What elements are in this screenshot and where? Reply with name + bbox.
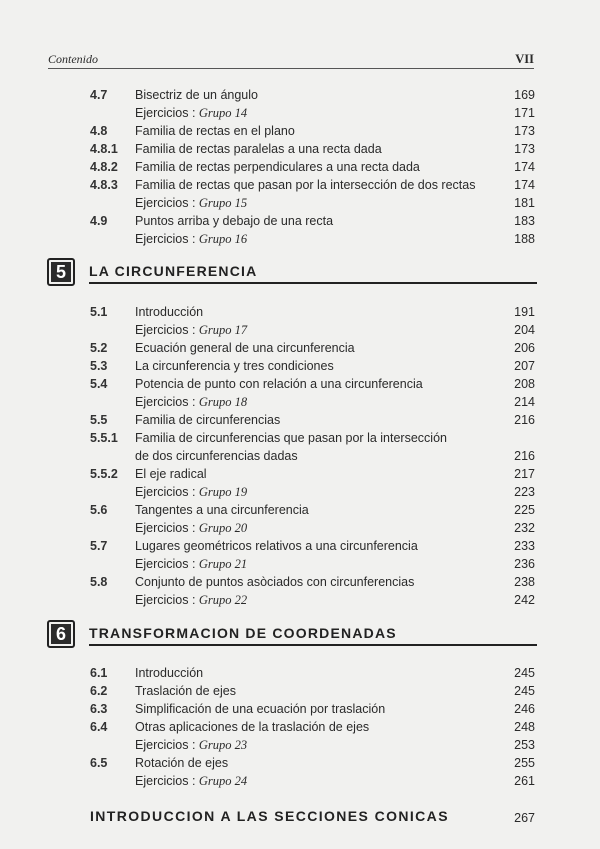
entry-page-number: 188 — [514, 232, 535, 246]
entry-page-number: 236 — [514, 557, 535, 571]
entry-number: 5.5 — [90, 413, 108, 427]
entry-title: Lugares geométricos relativos a una circunferencia — [135, 539, 418, 553]
entry-number: 6.3 — [90, 702, 108, 716]
exercises-label: Ejercicios : — [135, 774, 199, 788]
toc-exercises-row — [0, 194, 600, 212]
chapter-rule — [89, 282, 537, 284]
entry-title: La circunferencia y tres condiciones — [135, 359, 334, 373]
toc-exercises-row — [0, 321, 600, 339]
entry-page-number: 217 — [514, 467, 535, 481]
toc-block-chapter6 — [0, 664, 600, 790]
toc-entry — [0, 501, 600, 519]
toc-exercises-row — [0, 555, 600, 573]
toc-entry — [0, 718, 600, 736]
running-header-section: Contenido — [48, 52, 98, 66]
entry-page-number: 191 — [514, 305, 535, 319]
entry-title: Familia de circunferencias que pasan por la intersección — [135, 431, 447, 445]
final-section-heading — [90, 808, 535, 828]
entry-title — [135, 772, 247, 790]
entry-number: 5.7 — [90, 539, 108, 553]
chapter-number-badge — [47, 258, 75, 286]
entry-title — [135, 555, 247, 573]
entry-page-number: 255 — [514, 756, 535, 770]
toc-exercises-row — [0, 591, 600, 609]
entry-page-number: 173 — [514, 142, 535, 156]
entry-number: 4.8.3 — [90, 178, 118, 192]
toc-entry — [0, 86, 600, 104]
entry-page-number: 238 — [514, 575, 535, 589]
toc-entry — [0, 176, 600, 194]
exercises-label: Ejercicios : — [135, 196, 199, 210]
entry-page-number: 242 — [514, 593, 535, 607]
chapter-rule — [89, 644, 537, 646]
toc-exercises-row — [0, 772, 600, 790]
exercise-group: Grupo 19 — [198, 485, 248, 499]
entry-number: 5.8 — [90, 575, 108, 589]
header-rule — [48, 68, 534, 69]
exercises-label: Ejercicios : — [135, 557, 199, 571]
exercise-group: Grupo 22 — [198, 593, 248, 607]
entry-title: Bisectriz de un ángulo — [135, 88, 258, 102]
entry-number: 4.7 — [90, 88, 108, 102]
entry-title — [135, 230, 247, 248]
entry-title: Familia de rectas paralelas a una recta dada — [135, 142, 382, 156]
entry-page-number: 245 — [514, 684, 535, 698]
entry-page-number: 208 — [514, 377, 535, 391]
entry-number: 5.3 — [90, 359, 108, 373]
entry-page-number: 169 — [514, 88, 535, 102]
entry-title: Familia de rectas perpendiculares a una recta dada — [135, 160, 420, 174]
entry-title — [135, 591, 247, 609]
entry-page-number: 207 — [514, 359, 535, 373]
entry-title: Familia de rectas que pasan por la intersección de dos rectas — [135, 178, 476, 192]
entry-number: 5.1 — [90, 305, 108, 319]
entry-title — [135, 321, 247, 339]
toc-entry — [0, 158, 600, 176]
entry-page-number: 232 — [514, 521, 535, 535]
entry-title: Familia de rectas en el plano — [135, 124, 295, 138]
entry-title: Conjunto de puntos asòciados con circunferencias — [135, 575, 415, 589]
toc-entry — [0, 682, 600, 700]
exercises-label: Ejercicios : — [135, 521, 199, 535]
toc-entry — [0, 700, 600, 718]
entry-title — [135, 519, 247, 537]
exercise-group: Grupo 16 — [198, 232, 248, 246]
toc-entry — [0, 357, 600, 375]
toc-entry — [0, 140, 600, 158]
toc-block-chapter4-tail — [0, 86, 600, 248]
entry-page-number: 261 — [514, 774, 535, 788]
exercise-group: Grupo 14 — [198, 106, 248, 120]
toc-entry — [0, 664, 600, 682]
exercise-group: Grupo 20 — [198, 521, 248, 535]
entry-number: 6.1 — [90, 666, 108, 680]
entry-number: 6.4 — [90, 720, 108, 734]
entry-number: 6.5 — [90, 756, 108, 770]
entry-title: de dos circunferencias dadas — [135, 449, 298, 463]
entry-number: 4.9 — [90, 214, 108, 228]
exercise-group: Grupo 24 — [198, 774, 248, 788]
entry-number: 5.5.1 — [90, 431, 118, 445]
running-header — [48, 52, 534, 68]
toc-entry — [0, 122, 600, 140]
exercises-label: Ejercicios : — [135, 232, 199, 246]
entry-number: 4.8 — [90, 124, 108, 138]
entry-page-number: 216 — [514, 449, 535, 463]
entry-title: Ecuación general de una circunferencia — [135, 341, 355, 355]
toc-entry — [0, 465, 600, 483]
entry-number: 5.5.2 — [90, 467, 118, 481]
exercises-label: Ejercicios : — [135, 593, 199, 607]
entry-page-number: 248 — [514, 720, 535, 734]
exercises-label: Ejercicios : — [135, 106, 199, 120]
entry-title: Familia de circunferencias — [135, 413, 281, 427]
chapter-number: 6 — [51, 624, 71, 644]
toc-entry — [0, 212, 600, 230]
entry-title — [135, 393, 247, 411]
entry-number: 4.8.2 — [90, 160, 118, 174]
entry-title: Introducción — [135, 666, 204, 680]
exercises-label: Ejercicios : — [135, 485, 199, 499]
entry-page-number: 233 — [514, 539, 535, 553]
exercises-label: Ejercicios : — [135, 323, 199, 337]
toc-entry — [0, 375, 600, 393]
entry-page-number: 245 — [514, 666, 535, 680]
toc-exercises-row — [0, 483, 600, 501]
exercise-group: Grupo 21 — [198, 557, 248, 571]
toc-entry — [0, 339, 600, 357]
final-section-page: 267 — [514, 811, 535, 825]
entry-page-number: 174 — [514, 160, 535, 174]
entry-page-number: 174 — [514, 178, 535, 192]
entry-page-number: 225 — [514, 503, 535, 517]
entry-number: 5.2 — [90, 341, 108, 355]
entry-title: Simplificación de una ecuación por traslación — [135, 702, 386, 716]
entry-page-number: 171 — [514, 106, 535, 120]
entry-page-number: 181 — [514, 196, 535, 210]
entry-page-number: 214 — [514, 395, 535, 409]
chapter-6-heading — [47, 620, 537, 654]
entry-title: Otras aplicaciones de la traslación de ejes — [135, 720, 370, 734]
entry-number: 4.8.1 — [90, 142, 118, 156]
toc-entry — [0, 447, 600, 465]
exercises-label: Ejercicios : — [135, 738, 199, 752]
toc-entry — [0, 303, 600, 321]
entry-title — [135, 736, 247, 754]
entry-title: El eje radical — [135, 467, 207, 481]
exercise-group: Grupo 23 — [198, 738, 248, 752]
entry-page-number: 206 — [514, 341, 535, 355]
exercise-group: Grupo 17 — [198, 323, 248, 337]
toc-entry — [0, 411, 600, 429]
entry-title: Potencia de punto con relación a una circunferencia — [135, 377, 423, 391]
toc-exercises-row — [0, 104, 600, 122]
toc-entry — [0, 754, 600, 772]
chapter-number: 5 — [51, 262, 71, 282]
toc-entry — [0, 573, 600, 591]
toc-entry — [0, 429, 600, 447]
entry-page-number: 246 — [514, 702, 535, 716]
toc-exercises-row — [0, 736, 600, 754]
entry-title — [135, 194, 247, 212]
exercise-group: Grupo 15 — [198, 196, 248, 210]
toc-entry — [0, 537, 600, 555]
toc-exercises-row — [0, 393, 600, 411]
toc-exercises-row — [0, 230, 600, 248]
entry-title: Puntos arriba y debajo de una recta — [135, 214, 334, 228]
running-header-page-number: VII — [515, 52, 534, 66]
entry-title: Rotación de ejes — [135, 756, 229, 770]
entry-title — [135, 104, 247, 122]
exercise-group: Grupo 18 — [198, 395, 248, 409]
entry-page-number: 253 — [514, 738, 535, 752]
chapter-5-heading — [47, 258, 537, 292]
entry-title — [135, 483, 247, 501]
entry-title: Tangentes a una circunferencia — [135, 503, 309, 517]
toc-block-chapter5 — [0, 303, 600, 609]
entry-page-number: 183 — [514, 214, 535, 228]
entry-page-number: 223 — [514, 485, 535, 499]
entry-number: 5.6 — [90, 503, 108, 517]
entry-page-number: 204 — [514, 323, 535, 337]
entry-number: 5.4 — [90, 377, 108, 391]
chapter-number-badge — [47, 620, 75, 648]
toc-exercises-row — [0, 519, 600, 537]
chapter-title: LA CIRCUNFERENCIA — [89, 263, 258, 279]
chapter-title: TRANSFORMACION DE COORDENADAS — [89, 625, 397, 641]
entry-page-number: 173 — [514, 124, 535, 138]
final-section-title: INTRODUCCION A LAS SECCIONES CONICAS — [90, 808, 449, 824]
entry-number: 6.2 — [90, 684, 108, 698]
entry-title: Introducción — [135, 305, 204, 319]
entry-page-number: 216 — [514, 413, 535, 427]
entry-title: Traslación de ejes — [135, 684, 236, 698]
exercises-label: Ejercicios : — [135, 395, 199, 409]
